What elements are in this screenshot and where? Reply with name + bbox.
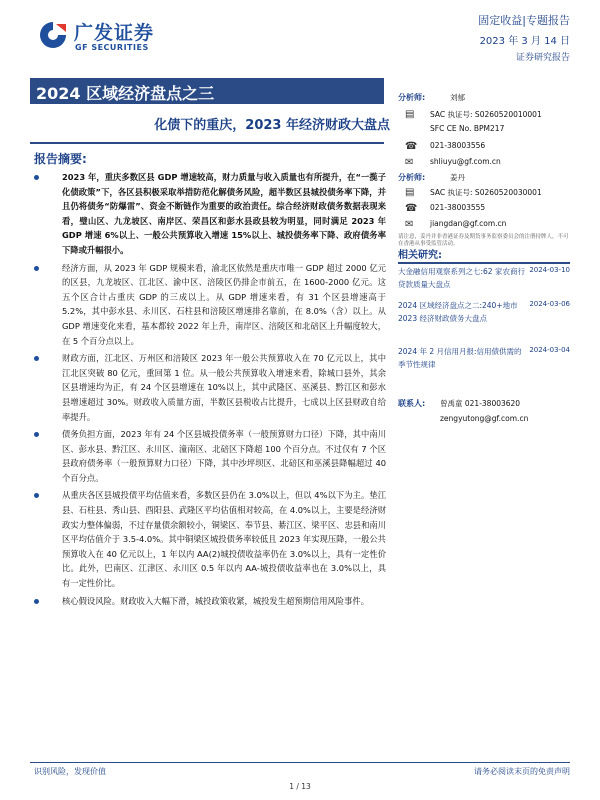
- report-dept: 证券研究报告: [515, 53, 570, 63]
- page-number: 1 / 13: [289, 782, 311, 791]
- analyst-note: 请注意，姜丹并非香港证券及期货事务监察委员会的注册持牌人，不可在香港从事受监管活动。: [398, 234, 569, 247]
- analyst-2-email[interactable]: jiangdan@gf.com.cn: [430, 219, 507, 228]
- mail-icon: ✉: [405, 219, 414, 230]
- list-item: 2023 年，重庆多数区县 GDP 增速较高，财力质量与收入质量也有所提升，在“一揽子化债政策”下，各区县积极采取举措防范化解债务风险，超半数区县城投债务率下降，并且仍将债务“防爆雷”、资金不断链作为重要的政治责任。综合经济财政债务数据表现来看，璧山区、九龙坡区、南岸区、荣昌区和彭水县政县较为明显，同时满足 2023 年 GDP 增速 6%以上、一般公共预算收入增速 15%以上、城投债务率下降、政府债务率下降或升幅很小。: [34, 170, 386, 258]
- brand-name: 广发证券: [74, 22, 155, 44]
- report-category: 固定收益|专题报告: [478, 14, 570, 27]
- mail-icon: ✉: [405, 157, 414, 168]
- related-item-3[interactable]: 2024 年 2 月信用月报:信用债供需的季节性规律: [398, 347, 522, 369]
- bullet-icon: [34, 432, 39, 437]
- list-item: 财政方面，江北区、万州区和涪陵区 2023 年一般公共预算收入在 70 亿元以上，其中江北区突破 80 亿元，重回第 1 位。从一般公共预算收入增速来看，除城口县外，其余区县增速均为正，有 24 个区县增速在 10%以上，其中武隆区、巫溪县、黔江区和彭水县增速超过 30%。财政收入质量方面，半数区县税收占比提升，七成以上区县财政自给率提升。: [34, 351, 386, 424]
- abstract-list: [34, 170, 386, 611]
- bullet-icon: [34, 599, 39, 604]
- bullet-icon: [34, 175, 39, 180]
- analyst-1-sac: SAC 执证号: S0260520010001: [430, 110, 542, 119]
- related-date-2: 2024-03-06: [529, 300, 570, 308]
- footer-divider: [30, 762, 570, 763]
- contact-email[interactable]: zengyutong@gf.com.cn: [440, 414, 529, 423]
- list-item: 核心假设风险。财政收入大幅下滑，城投政策收紧，城投发生超预期信用风险事件。: [34, 594, 386, 609]
- id-card-icon: ▤: [405, 187, 415, 198]
- contact-name-phone: 曾禹童 021-38003620: [440, 399, 521, 408]
- report-subtitle: 化债下的重庆，2023 年经济财政大盘点: [154, 118, 390, 133]
- list-item: 债务负担方面，2023 年有 24 个区县城投债务率（一般预算财力口径）下降，其中南川区、彭水县、黔江区、永川区、潼南区、北碚区下降超 100 个百分点。不过仅有 7 个区县政府债务率（一般预算财力口径）下降，其中沙坪坝区、北碚区和巫溪县降幅超过 40 个百分点。: [34, 427, 386, 485]
- bullet-icon: [34, 356, 39, 361]
- footer-disclaimer: 请务必阅读末页的免责声明: [474, 767, 570, 776]
- list-item: 经济方面，从 2023 年 GDP 规模来看，渝北区依然是重庆市唯一 GDP 超过 2000 亿元的区县，九龙坡区、江北区、渝中区、涪陵区仍排企市前五，在 1600-2000 亿元。这五个区合计占重庆 GDP 的三成以上。从 GDP 增速来看，有 31 个区县增速高于 5.2%，其中彭水县、永川区、石柱县和涪陵区增速排名靠前，在 8.0%（含）以上。从 GDP 增速变化来看，基本都较 2022 年上升，南岸区、涪陵区和北碚区上升幅度较大，在 5 个百分点以上。: [34, 261, 386, 349]
- phone-icon: ☎: [405, 203, 418, 214]
- report-date: 2023 年 3 月 14 日: [479, 36, 570, 47]
- contact-label: 联系人:: [398, 399, 426, 408]
- report-title: 2024 区域经济盘点之三: [36, 84, 215, 103]
- analyst-2-name: 姜丹: [450, 173, 465, 182]
- bullet-icon: [34, 493, 39, 498]
- logo-mark-icon: [38, 20, 68, 50]
- analyst-1-phone: 021-38003556: [430, 141, 486, 150]
- related-date-1: 2024-03-10: [529, 266, 570, 274]
- title-divider: [30, 142, 384, 144]
- footer-slogan: 识别风险，发现价值: [34, 767, 106, 776]
- id-card-icon: ▤: [405, 109, 415, 120]
- title-bar: [30, 78, 384, 104]
- list-item: 从重庆各区县城投债平均估值来看，多数区县仍在 3.0%以上，但以 4%以下为主。垫江县、石柱县、秀山县、酉阳县、武隆区平均估值相对较高，在 4.0%以上，主要是经济财政实力整体偏弱，不过存量债余额较小，铜梁区、奉节县、綦江区、梁平区、忠县和南川区平均估值介于 3.5-4.0%。其中铜梁区城投债务率较低且 2023 年实现压降，一般公共预算收入在 40 亿元以上，1 年以内 AA(2)城投债收益率仍在 3.0%以上，具有一定性价比。此外，巴南区、江津区、永川区 0.5 年以内 AA-城投债收益率也在 3.0%以上，具有一定性价比。: [34, 488, 386, 590]
- analyst-1-name: 刘郁: [450, 93, 465, 102]
- related-divider: [398, 262, 570, 264]
- related-title: 相关研究:: [398, 250, 442, 261]
- bullet-icon: [34, 266, 39, 271]
- analyst-1-role: 分析师:: [398, 93, 426, 102]
- related-item-1[interactable]: 大金融信用观察系列之七:62 家农商行贷款质量大盘点: [398, 267, 525, 289]
- analyst-1-email[interactable]: shliuyu@gf.com.cn: [430, 157, 501, 166]
- related-item-2[interactable]: 2024 区域经济盘点之二:240+地市 2023 经济财政债务大盘点: [398, 301, 518, 323]
- analyst-2-sac: SAC 执证号: S0260520030001: [430, 188, 542, 197]
- phone-icon: ☎: [405, 141, 418, 152]
- abstract-title: 报告摘要:: [34, 152, 87, 166]
- analyst-2-phone: 021-38003555: [430, 203, 486, 212]
- analyst-2-role: 分析师:: [398, 173, 426, 182]
- analyst-1-sfc: SFC CE No. BPM217: [430, 124, 505, 133]
- brand-name-en: GF SECURITIES: [75, 43, 149, 52]
- related-date-3: 2024-03-04: [529, 346, 570, 354]
